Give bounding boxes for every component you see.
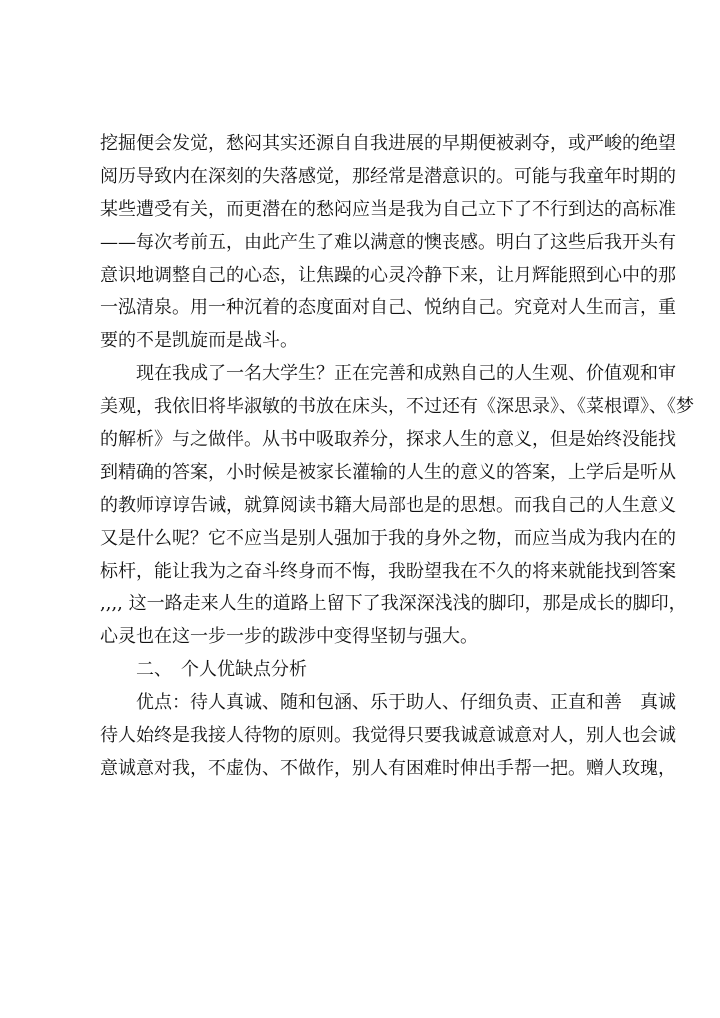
text-line: ——每次考前五，由此产生了难以满意的懊丧感。明白了这些后我开头有 <box>100 231 676 253</box>
text-line: 心灵也在这一步一步的跋涉中变得坚韧与强大。 <box>100 626 478 648</box>
text-line: 现在我成了一名大学生？正在完善和成熟自己的人生观、价值观和审 <box>100 363 676 385</box>
text-line: 美观，我依旧将毕淑敏的书放在床头，不过还有《深思录》、《菜根谭》、《梦 <box>100 396 694 418</box>
text-line: 又是什么呢？它不应当是别人强加于我的身外之物，而应当成为我内在的 <box>100 527 676 549</box>
text-line: 的教师谆谆告诫，就算阅读书籍大局部也是的思想。而我自己的人生意义 <box>100 494 676 516</box>
text-line: 某些遭受有关，而更潜在的愁闷应当是我为自己立下了不行到达的高标准 <box>100 198 676 220</box>
text-line: 优点：待人真诚、随和包涵、乐于助人、仔细负责、正直和善 真诚 <box>100 692 676 714</box>
text-line: 一泓清泉。用一种沉着的态度面对自己、悦纳自己。究竟对人生而言，重 <box>100 297 676 319</box>
text-line: 待人始终是我接人待物的原则。我觉得只要我诚意诚意对人，别人也会诚 <box>100 725 676 747</box>
text-line: ,,,, 这一路走来人生的道路上留下了我深深浅浅的脚印，那是成长的脚印， <box>100 593 687 615</box>
text-line: 挖掘便会发觉，愁闷其实还源自自我进展的早期便被剥夺，或严峻的绝望 <box>100 133 676 154</box>
text-line: 到精确的答案，小时候是被家长灌输的人生的意义的答案，上学后是听从 <box>100 461 676 483</box>
text-line: 阅历导致内在深刻的失落感觉，那经常是潜意识的。可能与我童年时期的 <box>100 165 676 187</box>
text-line: 意诚意对我，不虚伪、不做作，别人有困难时伸出手帮一把。赠人玫瑰， <box>100 757 676 779</box>
body-text <box>100 128 694 786</box>
section-heading: 二、 个人优缺点分析 <box>100 659 307 681</box>
text-line: 的解析》与之做伴。从书中吸取养分，探求人生的意义，但是始终没能找 <box>100 429 676 451</box>
text-line: 意识地调整自己的心态，让焦躁的心灵冷静下来，让月辉能照到心中的那 <box>100 264 676 286</box>
text-line: 标杆，能让我为之奋斗终身而不悔，我盼望我在不久的将来就能找到答案 <box>100 560 676 582</box>
text-line: 要的不是凯旋而是战斗。 <box>100 330 298 352</box>
